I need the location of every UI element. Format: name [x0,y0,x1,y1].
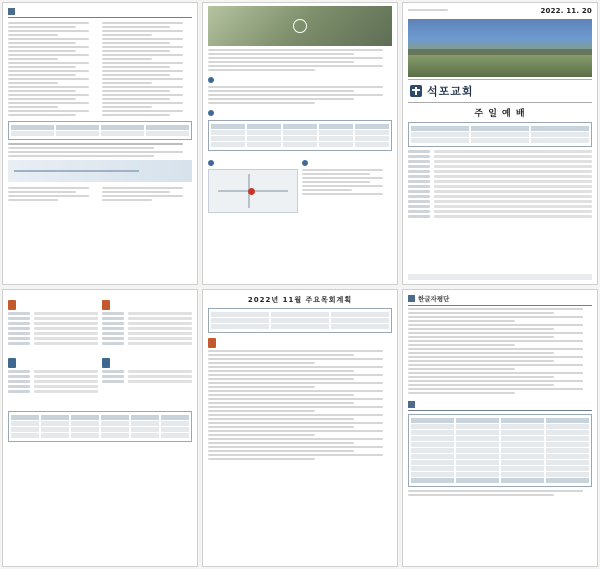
subsection-title [208,109,392,117]
bulletin-page-2 [202,2,398,285]
notice-banner [8,160,192,182]
section-title [408,400,592,411]
service-table-title [3,401,197,408]
section-head [102,358,187,368]
meeting-title: 2022년 11월 주요목회계획 [247,296,353,304]
schedule-box [208,308,392,333]
bulletin-page-6 [402,289,598,567]
section-head [8,300,93,310]
worship-order-list [408,150,592,218]
church-name-banner [408,79,592,103]
header-image [208,6,392,46]
section-head [8,358,93,368]
service-roster-table [8,411,192,442]
worship-order-table [408,122,592,147]
subsection-title [208,76,392,84]
bulletin-page-1 [2,2,198,285]
cover-photo [408,19,592,77]
cross-icon [410,85,422,97]
section-title: 한글자평단 [408,294,592,306]
bulletin-page-4 [2,289,198,567]
offering-summary-box [8,121,192,140]
section-head [208,338,392,348]
church-name: 석포교회 [427,85,474,98]
church-logo-icon [293,19,307,33]
location-pin-icon [248,188,255,195]
bulletin-page-cover [402,2,598,285]
schedule-table [208,120,392,151]
church-map [208,169,298,213]
text-columns [3,20,197,118]
section-title [8,7,192,18]
offering-table [408,414,592,487]
info-title [302,159,387,167]
bulletin-page-5 [202,289,398,567]
worship-title: 주 일 예 배 [474,109,526,119]
section-head [102,300,187,310]
page-footer [408,274,592,280]
bulletin-date: 2022. 11. 20 [540,7,592,15]
map-title [208,159,293,167]
